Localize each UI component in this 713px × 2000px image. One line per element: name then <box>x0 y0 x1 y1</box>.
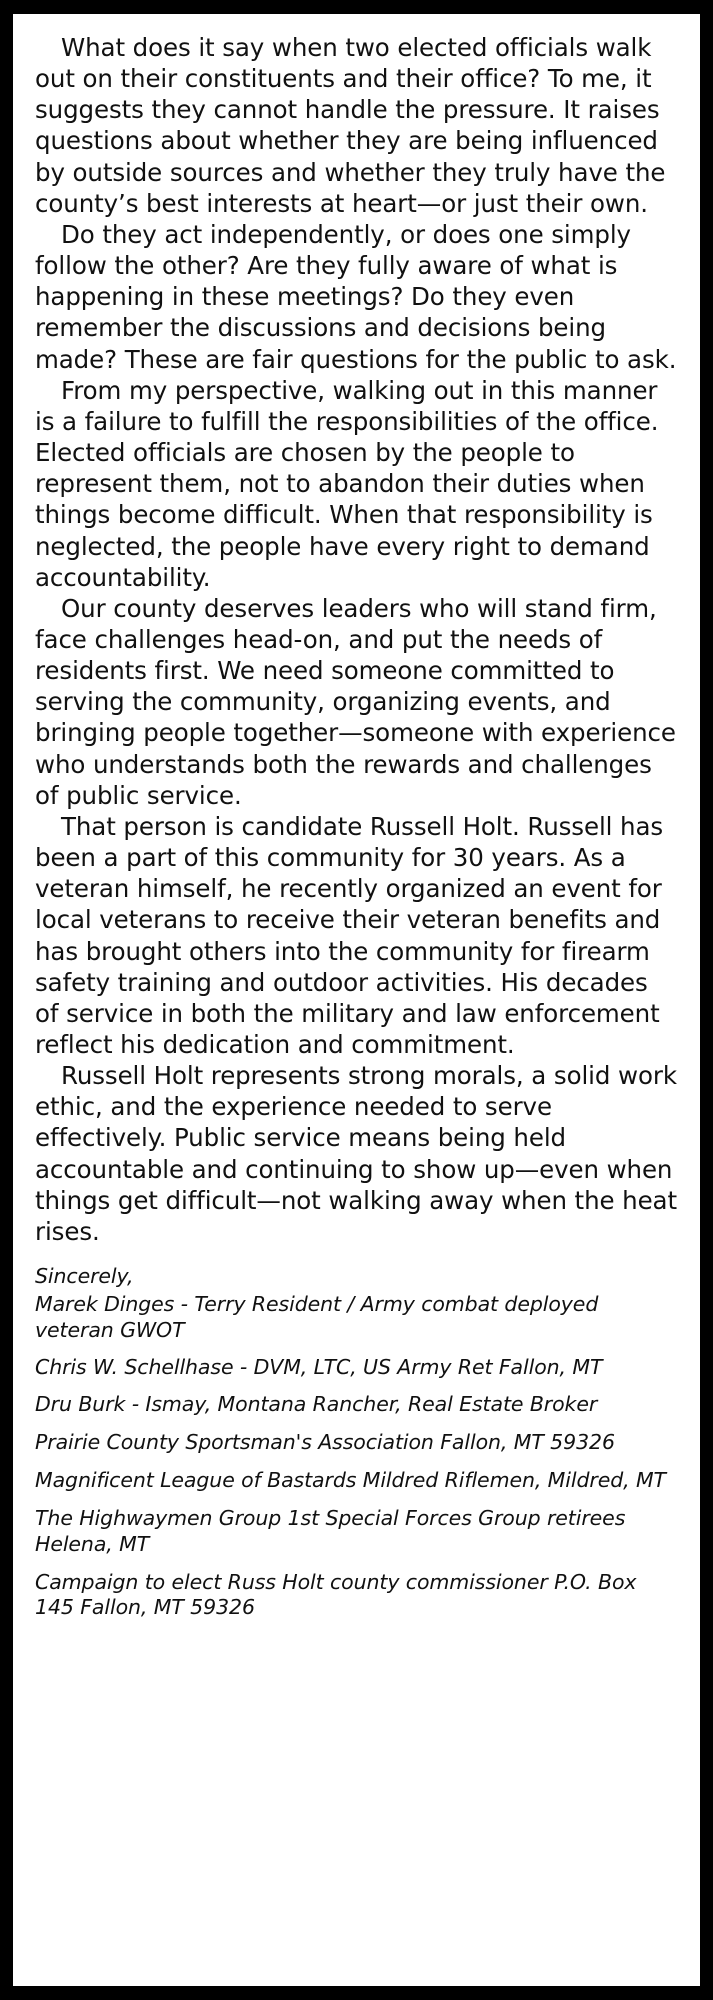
letter-paragraph: What does it say when two elected officials walk out on their constituents and their office? To me, it suggests they cannot handle the pressure. It raises questions about whether they are being influenced by outside sources and whether they truly have the county’s best interests at heart—or just their own. <box>35 33 666 218</box>
signatory: Magnificent League of Bastards Mildred Riflemen, Mildred, MT <box>35 1468 666 1493</box>
letter-sheet <box>13 14 700 1986</box>
letter-paragraph: From my perspective, walking out in this manner is a failure to fulfill the responsibilities of the office. Elected officials are chosen by the people to represent them, not to abandon their duties when things become difficult. When that responsibility is neglected, the people have every right to demand accountability. <box>35 375 659 592</box>
signatory: Campaign to elect Russ Holt county commissioner P.O. Box 145 Fallon, MT 59326 <box>35 1569 637 1620</box>
signatory: The Highwaymen Group 1st Special Forces Group retirees Helena, MT <box>35 1505 626 1556</box>
signature-block <box>35 1264 678 1621</box>
letter-paragraph: Russell Holt represents strong morals, a solid work ethic, and the experience needed to serve effectively. Public service means being held accountable and continuing to show up—even when things get difficult—not walking away when the heat rises. <box>35 1061 677 1246</box>
letter-paragraph: That person is candidate Russell Holt. Russell has been a part of this community for 30 years. As a veteran himself, he recently organized an event for local veterans to receive their veteran benefits and has brought others into the community for firearm safety training and outdoor activities. His decades of service in both the military and law enforcement reflect his dedication and commitment. <box>35 811 664 1059</box>
closing-line: Sincerely, <box>35 1264 134 1289</box>
signatory: Dru Burk - Ismay, Montana Rancher, Real Estate Broker <box>35 1392 598 1417</box>
signatory: Prairie County Sportsman's Association Fallon, MT 59326 <box>35 1430 615 1455</box>
letter-paragraph: Our county deserves leaders who will stand firm, face challenges head-on, and put the needs of residents first. We need someone committed to serving the community, organizing events, and bringing people together—someone with experience who understands both the rewards and challenges of public service. <box>35 593 676 810</box>
signatory: Chris W. Schellhase - DVM, LTC, US Army Ret Fallon, MT <box>35 1354 603 1379</box>
signatory: Marek Dinges - Terry Resident / Army combat deployed veteran GWOT <box>35 1291 599 1342</box>
letter-paragraph: Do they act independently, or does one simply follow the other? Are they fully aware of what is happening in these meetings? Do they even remember the discussions and decisions being made? These are fair questions for the public to ask. <box>35 219 677 374</box>
